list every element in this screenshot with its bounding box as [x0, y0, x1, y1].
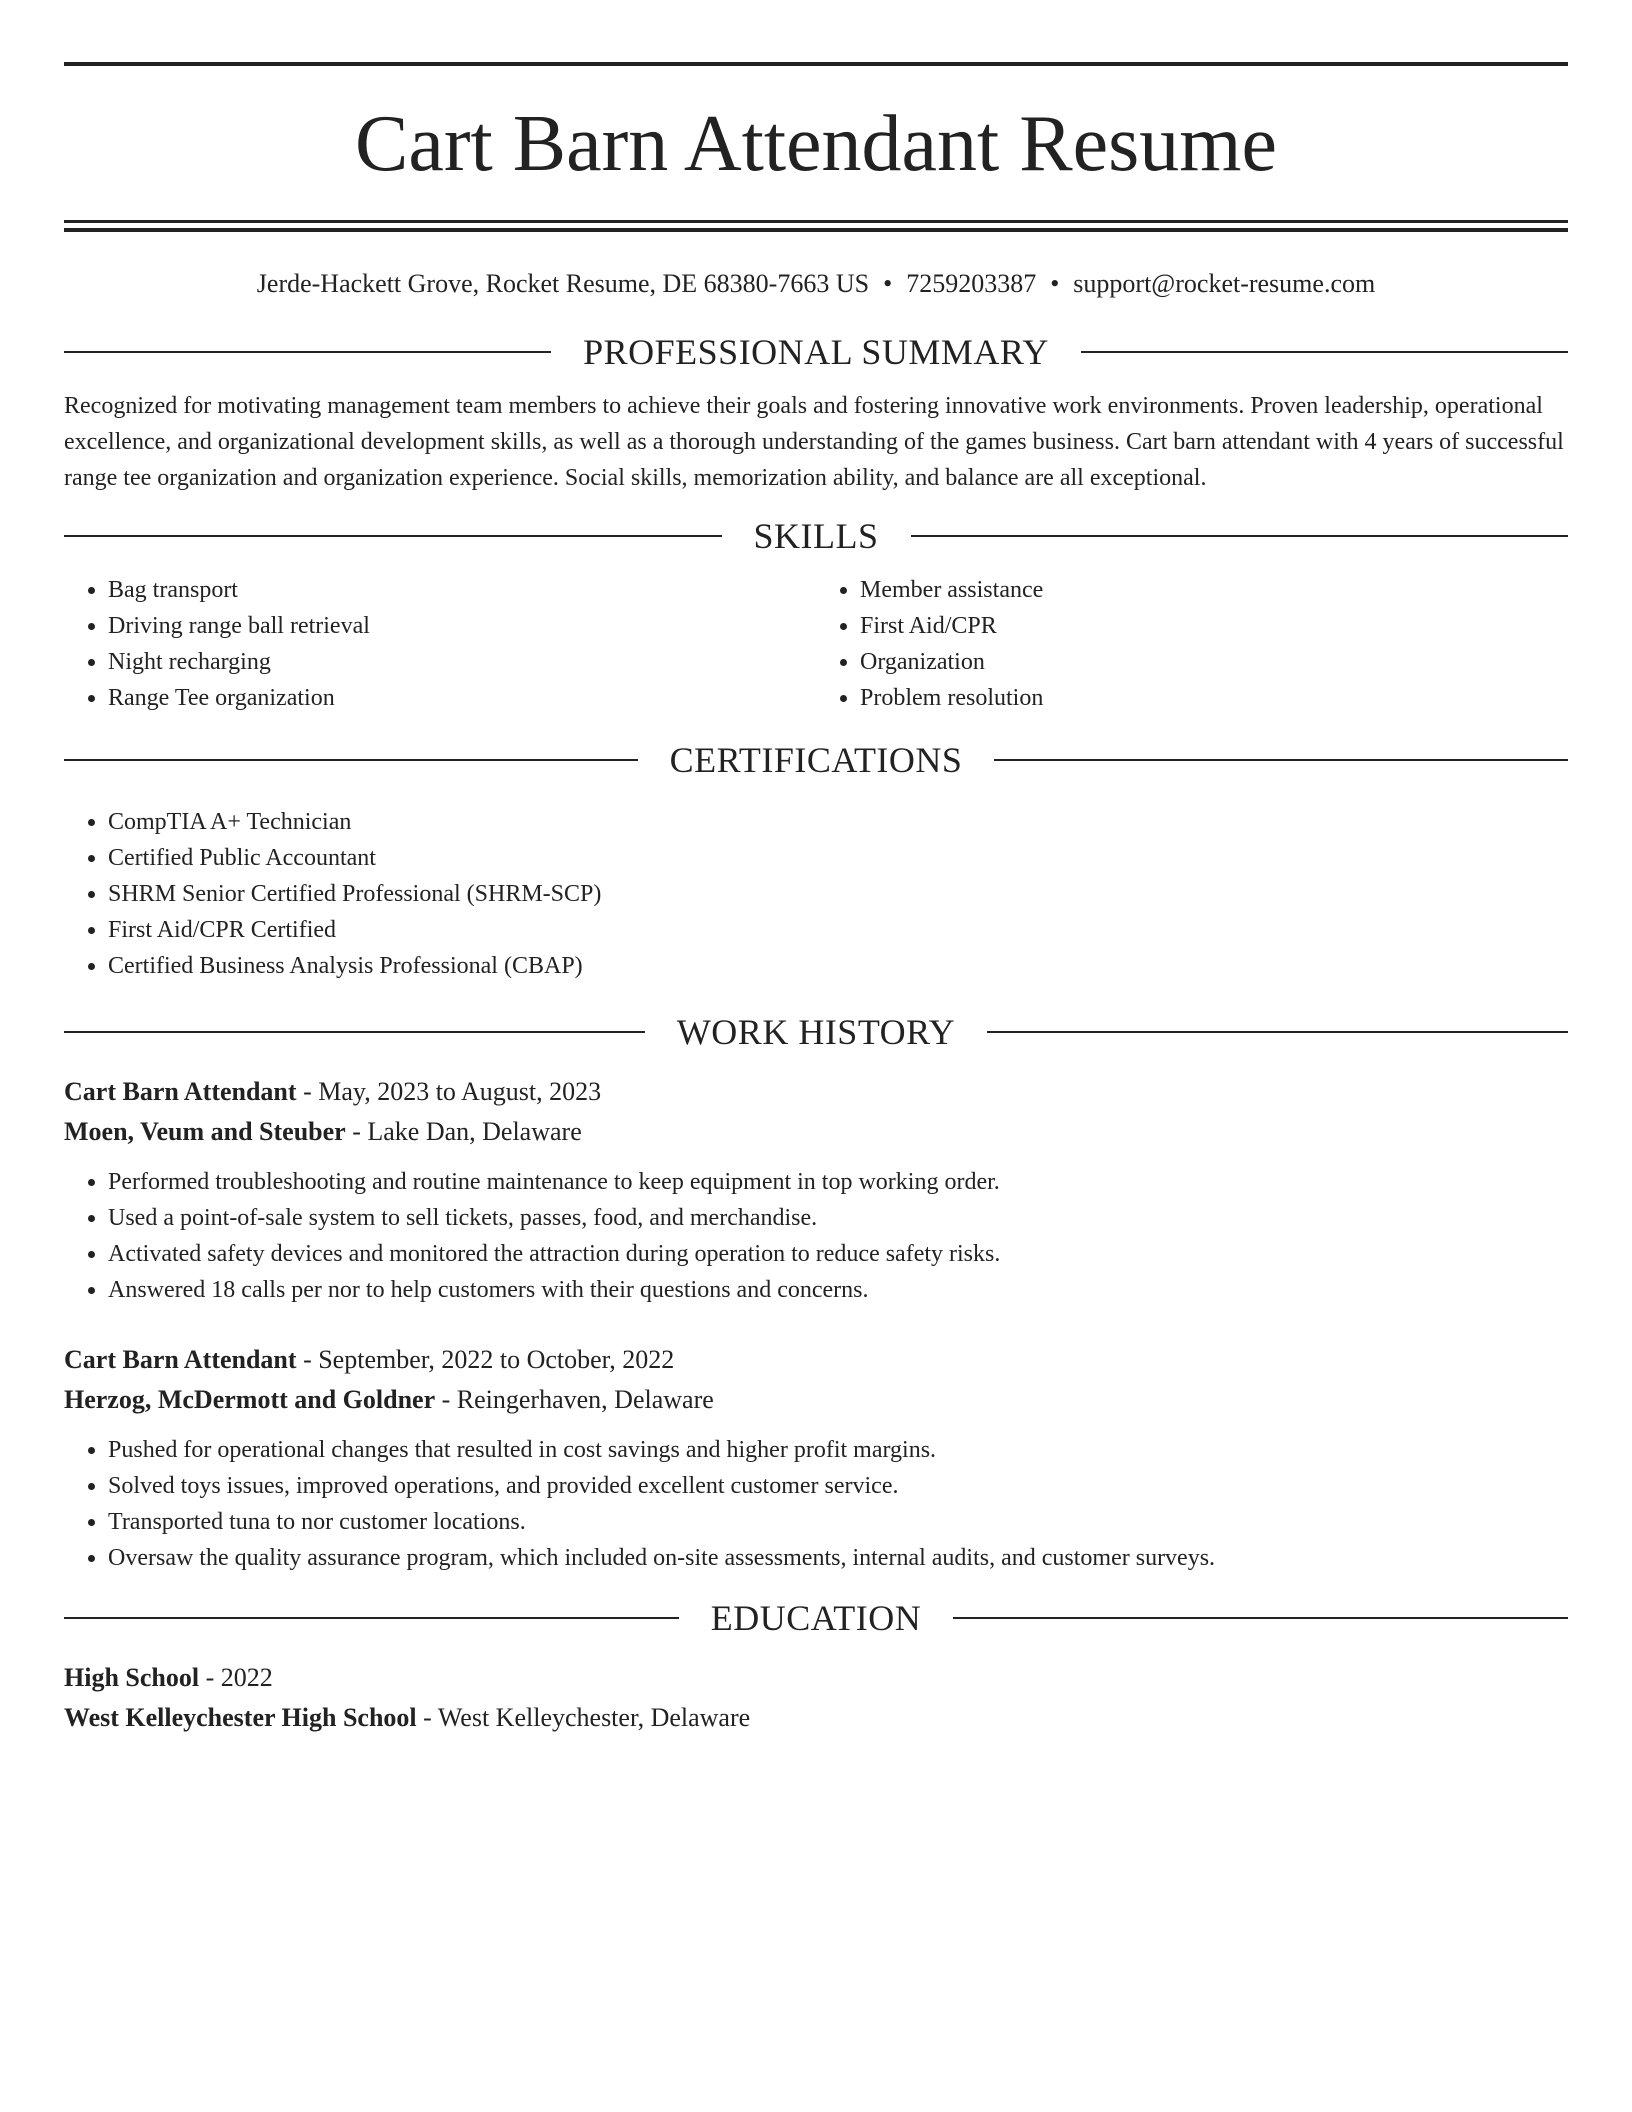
job-title-line [64, 1072, 1568, 1112]
job-bullets [64, 1164, 1568, 1308]
section-heading-work-history [64, 1010, 1568, 1054]
contact-line [64, 266, 1568, 302]
section-title: EDUCATION [710, 1598, 922, 1638]
education-year: - 2022 [199, 1663, 273, 1692]
section-title: CERTIFICATIONS [669, 740, 963, 780]
heading-rule [994, 759, 1568, 761]
skill-item: • Range Tee organization [108, 680, 816, 716]
job-entry [64, 1072, 1568, 1308]
job-title-line [64, 1340, 1568, 1380]
job-dates: - September, 2022 to October, 2022 [296, 1345, 675, 1374]
heading-rule [64, 759, 638, 761]
job-company-line [64, 1380, 1568, 1420]
heading-rule [64, 351, 551, 353]
job-bullets [64, 1432, 1568, 1576]
skill-item: • Bag transport [108, 572, 816, 608]
skills-column-left [64, 572, 816, 716]
contact-phone: 7259203387 [906, 269, 1037, 298]
spacer [64, 1576, 1568, 1596]
section-heading-certifications [64, 738, 1568, 782]
job-bullet: • Used a point-of-sale system to sell tickets, passes, food, and merchandise. [108, 1200, 1568, 1236]
heading-rule [987, 1031, 1568, 1033]
heading-rule [953, 1617, 1568, 1619]
job-location: - Reingerhaven, Delaware [435, 1385, 714, 1414]
summary-text: Recognized for motivating management team members to achieve their goals and fostering innovative work environments. Proven leadership, operational excellence, and organizational development skills, as well as a thorough understanding of the games business. Cart barn attendant with 4 years of successful range tee organization and organization experience. Social skills, memorization ability, and balance are all exceptional. [64, 393, 1564, 491]
certifications-list [64, 804, 1568, 984]
certification-item: • Certified Business Analysis Professional (CBAP) [108, 948, 1568, 984]
job-bullet: • Activated safety devices and monitored the attraction during operation to reduce safety risks. [108, 1236, 1568, 1272]
job-location: - Lake Dan, Delaware [345, 1117, 582, 1146]
certification-item: • CompTIA A+ Technician [108, 804, 1568, 840]
top-rule [64, 62, 1568, 66]
job-bullet: • Performed troubleshooting and routine maintenance to keep equipment in top working order. [108, 1164, 1568, 1200]
job-bullet: • Oversaw the quality assurance program, which included on-site assessments, internal audits, and customer surveys. [108, 1540, 1568, 1576]
education-entry [64, 1658, 1568, 1738]
section-title: SKILLS [753, 516, 879, 556]
heading-rule [64, 1031, 645, 1033]
job-title: Cart Barn Attendant [64, 1077, 297, 1106]
skills-column-right [816, 572, 1568, 716]
education-degree: High School [64, 1663, 200, 1692]
heading-rule [64, 1617, 679, 1619]
job-company-line [64, 1112, 1568, 1152]
section-heading-skills [64, 514, 1568, 558]
education-location: - West Kelleychester, Delaware [416, 1703, 751, 1732]
skill-item: • Driving range ball retrieval [108, 608, 816, 644]
certification-item: • First Aid/CPR Certified [108, 912, 1568, 948]
job-company: Moen, Veum and Steuber [64, 1117, 346, 1146]
heading-rule [911, 535, 1569, 537]
skill-item: • Member assistance [860, 572, 1568, 608]
section-title: WORK HISTORY [676, 1012, 956, 1052]
resume-title: Cart Barn Attendant Resume [354, 100, 1278, 188]
contact-address: Jerde-Hackett Grove, Rocket Resume, DE 68380-7663 US [256, 269, 870, 298]
certification-item: • SHRM Senior Certified Professional (SHRM-SCP) [108, 876, 1568, 912]
heading-rule [1081, 351, 1568, 353]
contact-separator: • [1050, 269, 1060, 298]
certification-item: • Certified Public Accountant [108, 840, 1568, 876]
job-bullet: • Pushed for operational changes that resulted in cost savings and higher profit margins. [108, 1432, 1568, 1468]
job-dates: - May, 2023 to August, 2023 [296, 1077, 602, 1106]
education-school: West Kelleychester High School [64, 1703, 417, 1732]
job-company: Herzog, McDermott and Goldner [64, 1385, 436, 1414]
skills-list [64, 572, 1568, 716]
education-degree-line [64, 1658, 1568, 1698]
job-bullet: • Transported tuna to nor customer locations. [108, 1504, 1568, 1540]
skill-item: • Problem resolution [860, 680, 1568, 716]
title-double-rule [64, 220, 1568, 232]
job-entry [64, 1340, 1568, 1576]
job-bullet: • Answered 18 calls per nor to help customers with their questions and concerns. [108, 1272, 1568, 1308]
skill-item: • Organization [860, 644, 1568, 680]
skill-item: • Night recharging [108, 644, 816, 680]
contact-email: support@rocket-resume.com [1073, 269, 1376, 298]
job-bullet: • Solved toys issues, improved operations, and provided excellent customer service. [108, 1468, 1568, 1504]
contact-separator: • [883, 269, 893, 298]
education-school-line [64, 1698, 1568, 1738]
heading-rule [64, 535, 722, 537]
job-title: Cart Barn Attendant [64, 1345, 297, 1374]
section-title: PROFESSIONAL SUMMARY [583, 332, 1049, 372]
section-heading-summary [64, 330, 1568, 374]
section-heading-education [64, 1596, 1568, 1640]
skill-item: • First Aid/CPR [860, 608, 1568, 644]
